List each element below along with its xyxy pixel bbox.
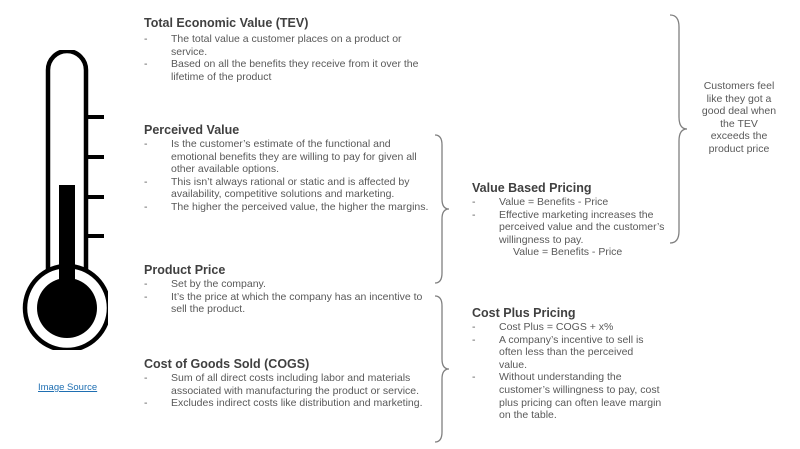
perceived-value-bullet: - The higher the perceived value, the higher the margins. [144, 201, 434, 214]
cogs-bullets [144, 372, 434, 410]
cost-plus-pricing-bullet: - A company’s incentive to sell is often less than the perceived value. [472, 334, 664, 372]
perceived-value-bullet: - This isn’t always rational or static and is affected by availability, competitive solutions and marketing. [144, 176, 434, 201]
value-based-pricing-bullet: - Value = Benefits - Price [472, 196, 672, 209]
cost-plus-pricing-bullet: - Cost Plus = COGS + x% [472, 321, 664, 334]
value-based-pricing-section [472, 181, 672, 259]
product-price-section [144, 263, 434, 316]
value-based-pricing-formula: Value = Benefits - Price [513, 246, 623, 259]
value-based-pricing-bullets [472, 196, 672, 246]
perceived-value-title: Perceived Value [144, 123, 240, 137]
cost-plus-pricing-title: Cost Plus Pricing [472, 306, 576, 320]
tev-title: Total Economic Value (TEV) [144, 16, 309, 30]
image-source-link[interactable]: Image Source [38, 382, 98, 393]
cost-plus-pricing-bullet: - Without understanding the customer’s willingness to pay, cost plus pricing can often leave margin on the table. [472, 371, 664, 421]
tev-bullet: - Based on all the benefits they receive from it over the lifetime of the product [144, 58, 434, 83]
tev-section [144, 16, 434, 83]
cogs-bullet: - Excludes indirect costs like distribution and marketing. [144, 397, 434, 410]
customers-note: Customers feel like they got a good deal when the TEV exceeds the product price [701, 80, 777, 155]
product-price-bullet: - Set by the company. [144, 278, 434, 291]
cogs-bullet: - Sum of all direct costs including labor and materials associated with manufacturing the product or service. [144, 372, 434, 397]
cogs-title: Cost of Goods Sold (COGS) [144, 357, 310, 371]
cost-plus-pricing-section [472, 306, 664, 422]
thermometer-icon [18, 50, 108, 350]
curly-brace-icon [668, 13, 692, 245]
product-price-title: Product Price [144, 263, 226, 277]
value-based-pricing-bullet: - Effective marketing increases the perceived value and the customer’s willingness to pay. [472, 209, 672, 247]
perceived-value-bullet: - Is the customer’s estimate of the functional and emotional benefits they are willing to pay for given all other available options. [144, 138, 434, 176]
perceived-value-bullets [144, 138, 434, 214]
product-price-bullet: - It’s the price at which the company has an incentive to sell the product. [144, 291, 434, 316]
tev-bullet: - The total value a customer places on a product or service. [144, 33, 434, 58]
cost-plus-pricing-bullets [472, 321, 664, 422]
value-based-pricing-title: Value Based Pricing [472, 181, 592, 195]
curly-brace-icon [433, 294, 453, 444]
tev-bullets [144, 33, 434, 83]
cogs-section [144, 357, 434, 410]
perceived-value-section [144, 123, 434, 214]
product-price-bullets [144, 278, 434, 316]
curly-brace-icon [433, 133, 453, 285]
